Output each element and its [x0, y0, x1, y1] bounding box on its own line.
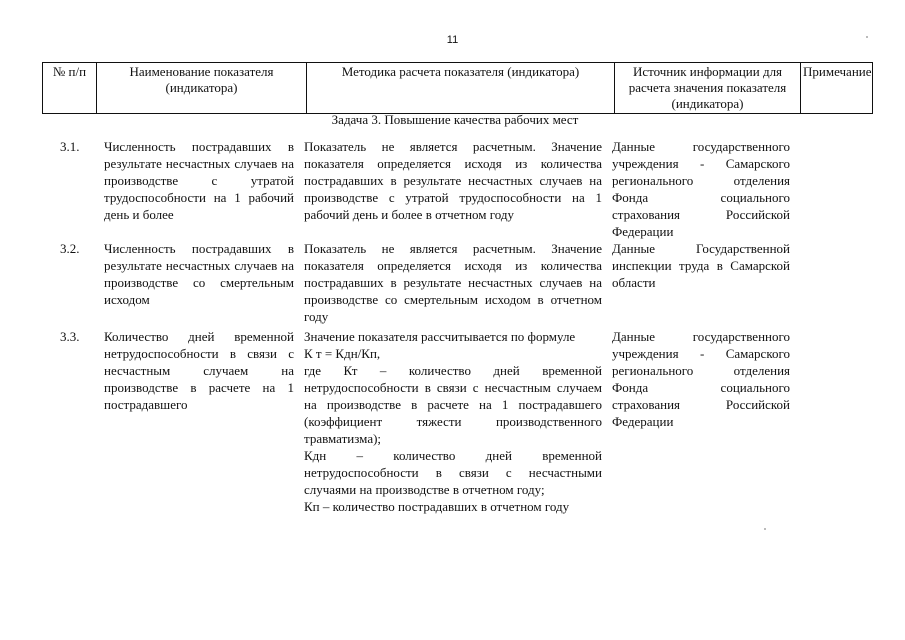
method-line: где Кт – количество дней временной нетрудоспособности в связи с несчастным случаем на производстве в расчете на 1 пострадавшего (коэффициент тяжести производственного травматизма); [304, 363, 602, 446]
task-title: Задача 3. Повышение качества рабочих мест [331, 112, 579, 127]
method-line: Кдн – количество дней временной нетрудоспособности в связи с несчастными случаями на производстве в отчетном году; [304, 448, 602, 497]
table-header [42, 62, 873, 114]
header-note: Примечание [801, 63, 873, 114]
information-source: Данные Государственной инспекции труда в Самарской области [612, 241, 790, 290]
calculation-method [304, 328, 602, 515]
row-number: 3.2. [60, 241, 80, 256]
indicator-name: Численность пострадавших в результате несчастных случаев на производстве со смертельным исходом [104, 241, 294, 307]
indicator-name: Количество дней временной нетрудоспособности в связи с несчастным случаем на производстве в расчете на 1 пострадавшего [104, 329, 294, 412]
formula: К т = Кдн/Кп, [304, 346, 381, 361]
header-indicator-name: Наименование показателя (индикатора) [97, 63, 307, 114]
method-line: Значение показателя рассчитывается по формуле [304, 329, 576, 344]
header-calculation-method: Методика расчета показателя (индикатора) [307, 63, 615, 114]
scan-speck [866, 36, 868, 38]
method-line: Кп – количество пострадавших в отчетном году [304, 499, 570, 514]
row-number: 3.1. [60, 139, 80, 154]
information-source: Данные государственного учреждения - Самарского регионального отделения Фонда социального страхования Российской Федерации [612, 139, 790, 239]
information-source: Данные государственного учреждения - Самарского регионального отделения Фонда социального страхования Российской Федерации [612, 329, 790, 429]
calculation-method: Показатель не является расчетным. Значение показателя определяется исходя из количества пострадавших в результате несчастных случаев на производстве со смертельным исходом в отчетном году [304, 241, 602, 324]
page-number: 11 [446, 34, 459, 46]
row-number: 3.3. [60, 329, 80, 344]
header-information-source: Источник информации для расчета значения показателя (индикатора) [615, 63, 801, 114]
calculation-method: Показатель не является расчетным. Значение показателя определяется исходя из количества пострадавших в результате несчастных случаев на производстве с утратой трудоспособности на 1 рабочий день и более в отчетном году [304, 139, 602, 222]
scan-speck [764, 528, 766, 530]
header-number: № п/п [43, 63, 97, 114]
indicator-name: Численность пострадавших в результате несчастных случаев на производстве с утратой трудоспособности на 1 рабочий день и более [104, 139, 294, 222]
